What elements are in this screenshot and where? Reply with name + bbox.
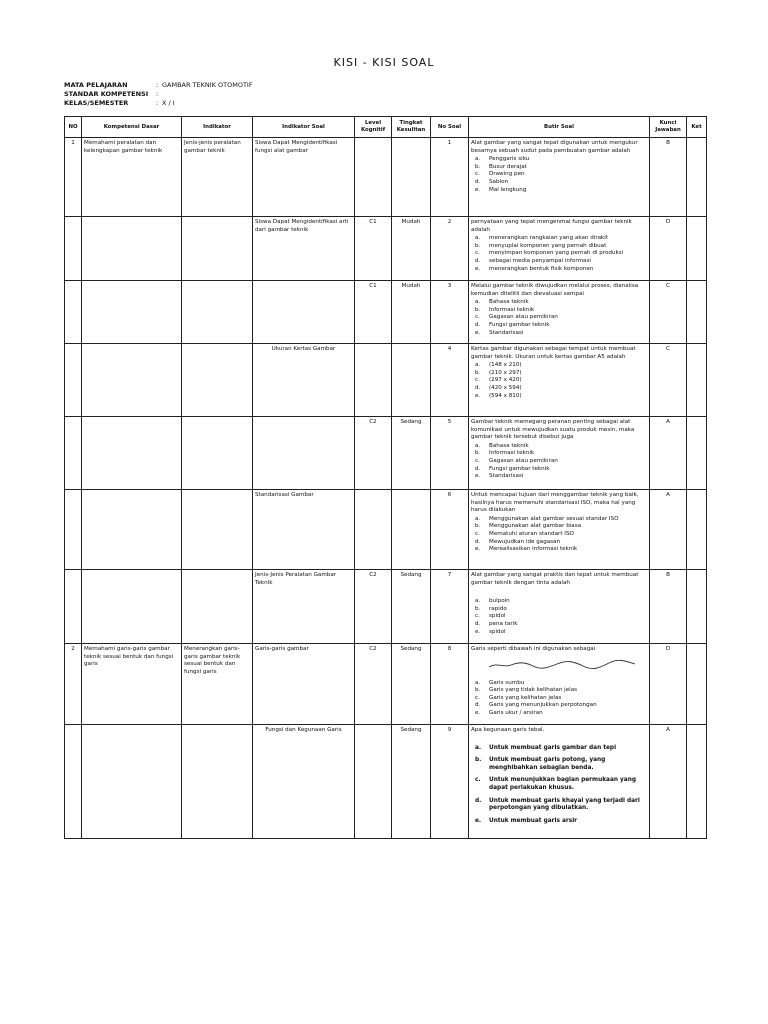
question-stem: Garis seperti dibawah ini digunakan sebagai — [471, 646, 596, 652]
cell-kompetensi-dasar — [82, 570, 182, 644]
option-item — [471, 307, 647, 315]
option-text: Garis ukur / arsiran — [489, 709, 543, 716]
meta-value: X / I — [162, 99, 175, 107]
question-stem: Alat gambar yang sangat praktis dan tepat untuk membuat gambar teknik dengan tinta adalah — [471, 572, 639, 586]
cell-no-soal: 6 — [431, 490, 469, 570]
option-letter: b. — [475, 687, 481, 694]
option-text: Untuk membuat garis khayal yang terjadi dari perpotongan yang dibulatkan. — [489, 797, 640, 812]
option-text: Merealisasikan informasi teknik — [489, 546, 578, 553]
question-stem: Melalui gambar teknik diwujudkan melalui proses, dianalisa kemudian ditelitii dan dievaluasi sampai — [471, 283, 639, 297]
option-text: pena tarik — [489, 620, 518, 627]
option-item — [471, 314, 647, 322]
option-letter: d. — [475, 384, 481, 391]
cell-no: 2 — [65, 644, 82, 725]
option-letter: c. — [475, 457, 480, 464]
option-text: Untuk menunjukkan bagian permukaan yang dapat perlakukan khusus. — [489, 777, 636, 791]
option-letter: c. — [475, 530, 480, 537]
option-text: Menggunakan alat gambar biasa — [489, 523, 582, 530]
option-letter: e. — [475, 546, 481, 553]
option-letter: c. — [475, 694, 480, 701]
option-item — [471, 179, 647, 187]
cell-no — [65, 725, 82, 839]
option-text: Garis sumbu — [489, 679, 525, 686]
option-item — [471, 516, 647, 524]
cell-kompetensi-dasar — [82, 344, 182, 417]
option-item — [471, 266, 647, 274]
option-text: spidol — [489, 613, 506, 620]
wavy-line-figure — [487, 658, 637, 672]
cell-tingkat: Mudah — [392, 217, 431, 281]
option-item — [471, 299, 647, 307]
meta-value: GAMBAR TEKNIK OTOMOTIF — [162, 81, 253, 89]
cell-indikator-soal — [253, 417, 355, 490]
option-text: bulpoin — [489, 598, 510, 605]
option-letter: a. — [475, 679, 481, 686]
option-text: Untuk membuat garis gambar dan tepi — [489, 744, 617, 751]
table-row — [65, 344, 707, 417]
meta-row-kelas-semester — [64, 99, 253, 108]
cell-indikator-soal: Ukuran Kertas Gambar — [253, 344, 355, 417]
cell-indikator — [182, 725, 253, 839]
col-header-ket: Ket — [687, 117, 707, 138]
cell-tingkat: Sedang — [392, 570, 431, 644]
option-letter: a. — [475, 744, 482, 751]
option-letter: d. — [475, 465, 481, 472]
option-letter: b. — [475, 757, 482, 764]
option-text: Fungsi gambar teknik — [489, 465, 550, 472]
question-stem: Kertas gambar digunakan sebagai tempat untuk membuat gambar teknik. Ukuran untuk kertas gambar A5 adalah — [471, 346, 636, 360]
option-text: menyimpan komponen yang pernah di produksi — [489, 250, 624, 257]
option-text: Informasi teknik — [489, 450, 535, 457]
option-text: menyuplai komponen yang pernah dibuat — [489, 242, 607, 249]
option-text: Standarisasi — [489, 473, 524, 480]
option-text: Fungsi gambar teknik — [489, 321, 550, 328]
option-item — [471, 443, 647, 451]
cell-kompetensi-dasar: Memahami garis-garis gambar teknik sesuai bentuk dan fungsi garis — [82, 644, 182, 725]
table-row — [65, 725, 707, 839]
option-list — [471, 745, 647, 826]
cell-indikator-soal — [253, 281, 355, 344]
option-item — [471, 757, 647, 772]
option-item — [471, 243, 647, 251]
option-letter: c. — [475, 613, 480, 620]
cell-no-soal: 7 — [431, 570, 469, 644]
option-list — [471, 362, 647, 400]
meta-label: MATA PELAJARAN — [64, 81, 128, 89]
cell-butir-soal — [469, 570, 650, 644]
table-row — [65, 281, 707, 344]
cell-kunci-jawaban: D — [650, 217, 687, 281]
option-text: rapido — [489, 605, 507, 612]
option-item — [471, 450, 647, 458]
col-header-no: NO — [65, 117, 82, 138]
document-title: KISI - KISI SOAL — [333, 56, 435, 69]
option-letter: b. — [475, 605, 481, 612]
option-item — [471, 164, 647, 172]
cell-kunci-jawaban: A — [650, 490, 687, 570]
table-row — [65, 217, 707, 281]
cell-indikator-soal: Siswa Dapat Mengidentifikasi fungsi alat gambar — [253, 138, 355, 217]
option-text: Mewujudkan ide gagasan — [489, 538, 561, 545]
option-letter: b. — [475, 242, 481, 249]
option-letter: d. — [475, 797, 482, 804]
kisi-kisi-table — [64, 116, 707, 839]
option-item — [471, 702, 647, 710]
cell-indikator-soal: Siswa Dapat Mengidentifikasi arti dari gambar teknik — [253, 217, 355, 281]
option-item — [471, 362, 647, 370]
option-item — [471, 250, 647, 258]
cell-level: C1 — [355, 281, 392, 344]
cell-butir-soal — [469, 417, 650, 490]
option-item — [471, 777, 647, 792]
cell-indikator — [182, 281, 253, 344]
cell-no-soal: 9 — [431, 725, 469, 839]
option-item — [471, 330, 647, 338]
question-stem: Gambar teknik memegang peranan penting sebagai alat komunikasi untuk mewujudkan suatu produk mesin, maka gambar teknik tersebut disebut juga — [471, 419, 635, 441]
meta-label: KELAS/SEMESTER — [64, 99, 129, 107]
option-letter: b. — [475, 450, 481, 457]
option-item — [471, 473, 647, 481]
cell-no — [65, 217, 82, 281]
option-item — [471, 235, 647, 243]
cell-no — [65, 490, 82, 570]
document-meta — [64, 81, 253, 108]
option-text: Garis yang tidak kelihatan jelas — [489, 687, 578, 694]
option-item — [471, 710, 647, 718]
option-item — [471, 629, 647, 637]
option-text: Penggaris siku — [489, 156, 530, 163]
cell-no-soal: 2 — [431, 217, 469, 281]
cell-no — [65, 417, 82, 490]
cell-kompetensi-dasar — [82, 725, 182, 839]
cell-kunci-jawaban: C — [650, 281, 687, 344]
option-item — [471, 613, 647, 621]
cell-ket — [687, 281, 707, 344]
option-letter: c. — [475, 171, 480, 178]
cell-kunci-jawaban: A — [650, 725, 687, 839]
option-letter: e. — [475, 329, 481, 336]
cell-indikator: Jenis-jenis peralatan gambar teknik — [182, 138, 253, 217]
cell-kompetensi-dasar — [82, 281, 182, 344]
cell-level — [355, 344, 392, 417]
cell-kompetensi-dasar — [82, 217, 182, 281]
option-item — [471, 523, 647, 531]
table-row — [65, 490, 707, 570]
option-text: Menggunakan alat gambar sesuai standar ISO — [489, 515, 619, 522]
option-text: (297 x 420) — [489, 377, 522, 384]
option-letter: d. — [475, 702, 481, 709]
cell-indikator — [182, 490, 253, 570]
option-letter: e. — [475, 265, 481, 272]
cell-no-soal: 5 — [431, 417, 469, 490]
option-text: Informasi teknik — [489, 306, 535, 313]
option-item — [471, 377, 647, 385]
col-header-kompetensi-dasar: Kompetensi Dasar — [82, 117, 182, 138]
option-letter: e. — [475, 709, 481, 716]
meta-label: STANDAR KOMPETENSI — [64, 90, 149, 98]
cell-level: C2 — [355, 644, 392, 725]
option-text: Untuk membuat garis arsir — [489, 817, 578, 824]
col-header-butir-soal: Butir Soal — [469, 117, 650, 138]
option-item — [471, 393, 647, 401]
cell-ket — [687, 570, 707, 644]
meta-separator: : — [156, 81, 159, 89]
option-letter: b. — [475, 369, 481, 376]
option-text: Busur derajat — [489, 163, 527, 170]
meta-row-mata-pelajaran — [64, 81, 253, 90]
option-letter: a. — [475, 235, 481, 242]
cell-ket — [687, 217, 707, 281]
cell-tingkat: Sedang — [392, 417, 431, 490]
cell-butir-soal — [469, 281, 650, 344]
cell-no — [65, 281, 82, 344]
cell-butir-soal — [469, 344, 650, 417]
cell-level — [355, 725, 392, 839]
option-item — [471, 606, 647, 614]
option-list — [471, 443, 647, 481]
option-list — [471, 516, 647, 554]
option-letter: b. — [475, 163, 481, 170]
option-item — [471, 598, 647, 606]
option-text: (594 x 810) — [489, 392, 522, 399]
cell-no-soal: 4 — [431, 344, 469, 417]
cell-ket — [687, 344, 707, 417]
option-text: Gagasan atau pemikiran — [489, 314, 558, 321]
option-text: Sablon — [489, 178, 509, 185]
cell-level — [355, 138, 392, 217]
cell-level: C2 — [355, 417, 392, 490]
option-letter: a. — [475, 362, 481, 369]
option-item — [471, 458, 647, 466]
option-item — [471, 171, 647, 179]
question-stem: Alat gambar yang sangat tepat digunakan untuk mengukur besarnya sebuah sudut pada pembuatan gambar adalah — [471, 140, 638, 154]
cell-no — [65, 570, 82, 644]
option-text: menerangkan rangkaian yang akan dirakit — [489, 235, 609, 242]
meta-separator: : — [156, 99, 159, 107]
option-list — [471, 299, 647, 337]
option-text: (210 x 297) — [489, 369, 522, 376]
question-stem: Apa kegunaan garis tebal. — [471, 727, 545, 733]
cell-ket — [687, 417, 707, 490]
option-letter: e. — [475, 628, 481, 635]
option-text: Standarisasi — [489, 329, 524, 336]
cell-no-soal: 1 — [431, 138, 469, 217]
option-text: Untuk membuat garis potong, yang menghibahkan sebagian benda. — [489, 757, 606, 771]
option-text: Mal lengkung — [489, 186, 527, 193]
cell-butir-soal — [469, 138, 650, 217]
cell-kunci-jawaban: B — [650, 138, 687, 217]
cell-kunci-jawaban: B — [650, 570, 687, 644]
cell-butir-soal — [469, 217, 650, 281]
option-letter: c. — [475, 377, 480, 384]
cell-indikator — [182, 344, 253, 417]
cell-kompetensi-dasar: Memahami peralatan dan kelengkapan gambar teknik — [82, 138, 182, 217]
option-item — [471, 745, 647, 753]
option-item — [471, 695, 647, 703]
option-text: menerangkan bentuk fisik komponen — [489, 265, 594, 272]
option-text: (420 x 594) — [489, 384, 522, 391]
col-header-level-kognitif: Level Kognitif — [355, 117, 392, 138]
option-item — [471, 187, 647, 195]
cell-ket — [687, 725, 707, 839]
cell-kunci-jawaban: D — [650, 644, 687, 725]
option-letter: e. — [475, 392, 481, 399]
option-list — [471, 235, 647, 273]
col-header-kunci-jawaban: Kunci Jawaban — [650, 117, 687, 138]
cell-no-soal: 8 — [431, 644, 469, 725]
option-letter: a. — [475, 156, 481, 163]
option-letter: c. — [475, 314, 480, 321]
option-item — [471, 385, 647, 393]
option-list — [471, 680, 647, 718]
cell-tingkat: Sedang — [392, 725, 431, 839]
cell-indikator — [182, 570, 253, 644]
option-letter: d. — [475, 538, 481, 545]
option-letter: d. — [475, 178, 481, 185]
cell-butir-soal — [469, 644, 650, 725]
option-item — [471, 687, 647, 695]
cell-level — [355, 490, 392, 570]
cell-level: C2 — [355, 570, 392, 644]
option-item — [471, 156, 647, 164]
option-text: sebagai media penyampai informasi — [489, 257, 591, 264]
cell-tingkat — [392, 490, 431, 570]
option-letter: c. — [475, 250, 480, 257]
cell-indikator — [182, 417, 253, 490]
option-item — [471, 621, 647, 629]
option-item — [471, 466, 647, 474]
option-text: Gagasan atau pemikiran — [489, 457, 558, 464]
cell-indikator: Menerangkan garis-garis gambar teknik sesuai bentuk dan fungsi garis — [182, 644, 253, 725]
cell-level: C1 — [355, 217, 392, 281]
option-list — [471, 598, 647, 636]
cell-kunci-jawaban: A — [650, 417, 687, 490]
meta-separator: : — [156, 90, 159, 98]
meta-row-standar-kompetensi — [64, 90, 253, 99]
option-item — [471, 531, 647, 539]
option-letter: b. — [475, 523, 481, 530]
cell-no — [65, 344, 82, 417]
option-text: Bahasa teknik — [489, 299, 529, 306]
option-text: Garis yang kelihatan jelas — [489, 694, 562, 701]
question-stem: Untuk mencapai tujuan dari menggambar teknik yang baik, hasilnya harus memenuhi standarisasi ISO, maka hal yang harus dilakukan — [471, 492, 639, 514]
option-letter: d. — [475, 257, 481, 264]
cell-tingkat: Sedang — [392, 644, 431, 725]
cell-no: 1 — [65, 138, 82, 217]
col-header-indikator: Indikator — [182, 117, 253, 138]
cell-ket — [687, 138, 707, 217]
option-item — [471, 370, 647, 378]
cell-indikator-soal: Garis-garis gambar — [253, 644, 355, 725]
option-letter: a. — [475, 442, 481, 449]
cell-ket — [687, 490, 707, 570]
col-header-indikator-soal: Indikator Soal — [253, 117, 355, 138]
cell-kompetensi-dasar — [82, 417, 182, 490]
cell-indikator-soal: Standarisasi Gambar — [253, 490, 355, 570]
option-item — [471, 680, 647, 688]
option-letter: e. — [475, 817, 482, 824]
cell-indikator — [182, 217, 253, 281]
cell-tingkat: Mudah — [392, 281, 431, 344]
cell-butir-soal — [469, 490, 650, 570]
option-text: Drawing pen — [489, 171, 525, 178]
cell-indikator-soal: Fungsi dan Kegunaan Garis — [253, 725, 355, 839]
cell-tingkat — [392, 138, 431, 217]
option-text: Bahasa teknik — [489, 442, 529, 449]
cell-ket — [687, 644, 707, 725]
option-item — [471, 818, 647, 826]
option-text: (148 x 210) — [489, 362, 522, 369]
table-row — [65, 417, 707, 490]
option-letter: e. — [475, 186, 481, 193]
option-item — [471, 798, 647, 813]
col-header-tingkat-kesulitan: Tingkat Kesulitan — [392, 117, 431, 138]
col-header-no-soal: No Soal — [431, 117, 469, 138]
option-letter: a. — [475, 299, 481, 306]
table-row — [65, 138, 707, 217]
option-letter: b. — [475, 306, 481, 313]
cell-indikator-soal: Jenis-Jenis Peralatan Gambar Teknik — [253, 570, 355, 644]
option-item — [471, 258, 647, 266]
option-text: spidol — [489, 628, 506, 635]
cell-kunci-jawaban: C — [650, 344, 687, 417]
option-letter: a. — [475, 598, 481, 605]
table-row — [65, 644, 707, 725]
option-letter: d. — [475, 321, 481, 328]
option-list — [471, 156, 647, 194]
option-item — [471, 546, 647, 554]
table-row — [65, 570, 707, 644]
option-item — [471, 539, 647, 547]
option-letter: d. — [475, 620, 481, 627]
option-item — [471, 322, 647, 330]
header-row — [65, 117, 707, 138]
option-text: Garis yang menunjukkan perpotongan — [489, 702, 597, 709]
cell-no-soal: 3 — [431, 281, 469, 344]
cell-butir-soal — [469, 725, 650, 839]
cell-tingkat — [392, 344, 431, 417]
option-letter: e. — [475, 473, 481, 480]
option-letter: a. — [475, 515, 481, 522]
question-stem: pernyataan yang tepat mengenmai fungsi gambar teknik adalah — [471, 219, 632, 233]
cell-kompetensi-dasar — [82, 490, 182, 570]
option-letter: c. — [475, 777, 481, 784]
option-text: Mematuhi aturan standart ISO — [489, 530, 574, 537]
